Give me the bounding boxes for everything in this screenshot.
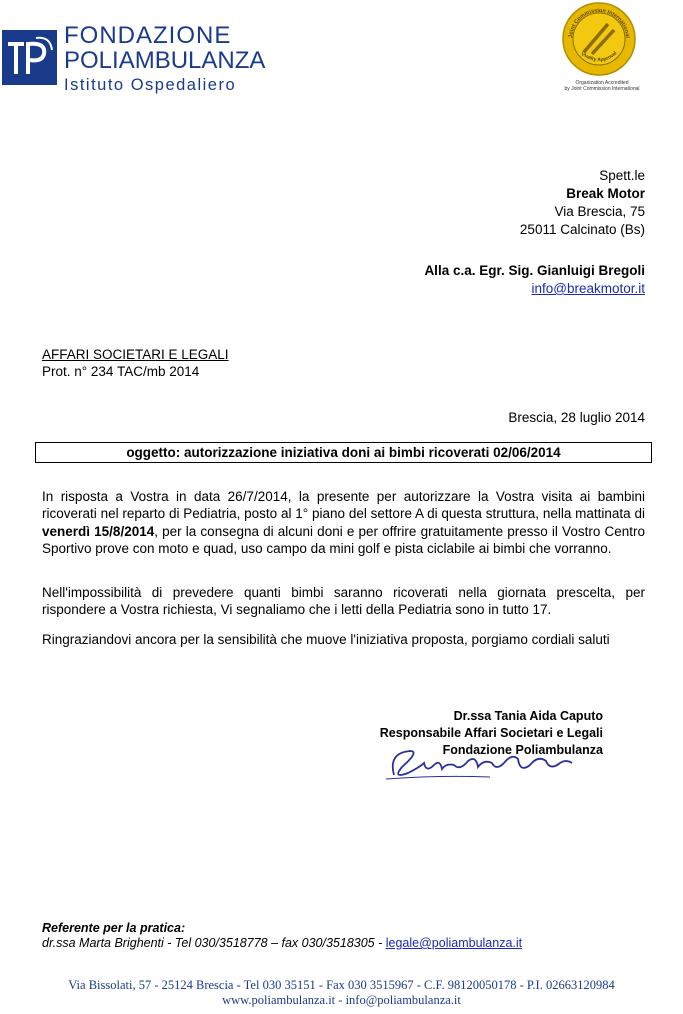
org-name <box>64 24 265 94</box>
office-block <box>42 346 229 380</box>
footer <box>0 978 683 1008</box>
recipient-city: 25011 Calcinato (Bs) <box>519 222 645 237</box>
department-name: AFFARI SOCIETARI E LEGALI <box>42 347 229 362</box>
attention-block <box>424 262 645 298</box>
p1-start: In risposta a Vostra in data 26/7/2014, la presente per autorizzare la Vostra visita ai bambini ricoverati nel reparto di Pediatria, posto al 1° piano del settore A di questa struttura, nella mattinata di <box>42 489 645 522</box>
recipient-company: Break Motor <box>566 186 645 201</box>
signer-role: Responsabile Affari Societari e Legali <box>379 726 603 740</box>
seal-caption <box>552 80 652 92</box>
footer-web: www.poliambulanza.it - info@poliambulanza.it <box>222 993 461 1007</box>
letter-date: Brescia, 28 luglio 2014 <box>508 410 645 425</box>
recipient-salutation: Spett.le <box>599 168 645 183</box>
referent-block <box>42 921 522 951</box>
referent-details: dr.ssa Marta Brighenti - Tel 030/3518778 – fax 030/3518305 - <box>42 936 386 950</box>
signer-org: Fondazione Poliambulanza <box>442 743 603 757</box>
seal-icon <box>562 2 636 76</box>
footer-address: Via Bissolati, 57 - 25124 Brescia - Tel 030 35151 - Fax 030 3515967 - C.F. 98120050178 - P.I. 02663120984 <box>68 978 615 992</box>
body-paragraph-2: Nell'impossibilità di prevedere quanti bimbi saranno ricoverati nella giornata prescelta, per rispondere a Vostra richiesta, Vi segnaliamo che i letti della Pediatria sono in tutto 17. <box>42 585 645 618</box>
seal-caption-line1: Organization Accredited <box>575 80 629 86</box>
seal-top-text: Joint Commission International <box>567 7 630 39</box>
referent-email-link[interactable]: legale@poliambulanza.it <box>385 936 523 950</box>
referent-label: Referente per la pratica: <box>42 921 186 935</box>
seal-bottom-text: Quality Approval <box>579 50 619 64</box>
attention-line: Alla c.a. Egr. Sig. Gianluigi Bregoli <box>424 263 645 278</box>
p1-end: , per la consegna di alcuni doni e per offrire gratuitamente presso il Vostro Centro Sportivo prove con moto e quad, uso campo da mini golf e pista ciclabile ai bimbi che vorranno. <box>42 523 645 556</box>
signer-name: Dr.ssa Tania Aida Caputo <box>453 709 603 723</box>
body-paragraph-1 <box>42 488 645 557</box>
org-name-line2: POLIAMBULANZA <box>64 47 266 74</box>
body-paragraph-3: Ringraziandovi ancora per la sensibilità che muove l'iniziativa proposta, porgiamo cordiali saluti <box>42 632 610 647</box>
protocol-number: Prot. n° 234 TAC/mb 2014 <box>42 364 200 379</box>
subject-line: oggetto: autorizzazione iniziativa doni ai bimbi ricoverati 02/06/2014 <box>35 442 652 463</box>
logo-icon <box>2 30 57 85</box>
signature-scribble <box>380 745 580 785</box>
p1-bold-date: venerdì 15/8/2014 <box>42 523 155 539</box>
handwritten-signature <box>380 745 580 785</box>
org-name-line1: FONDAZIONE <box>64 22 232 49</box>
recipient-address <box>520 167 645 239</box>
recipient-street: Via Brescia, 75 <box>554 204 645 219</box>
org-name-line3: Istituto Ospedaliero <box>64 76 237 94</box>
jci-seal <box>562 2 636 76</box>
recipient-email-link[interactable]: info@breakmotor.it <box>531 281 645 296</box>
poliambulanza-logo-mark <box>2 30 57 85</box>
seal-caption-line2: by Joint Commission International <box>564 86 640 92</box>
